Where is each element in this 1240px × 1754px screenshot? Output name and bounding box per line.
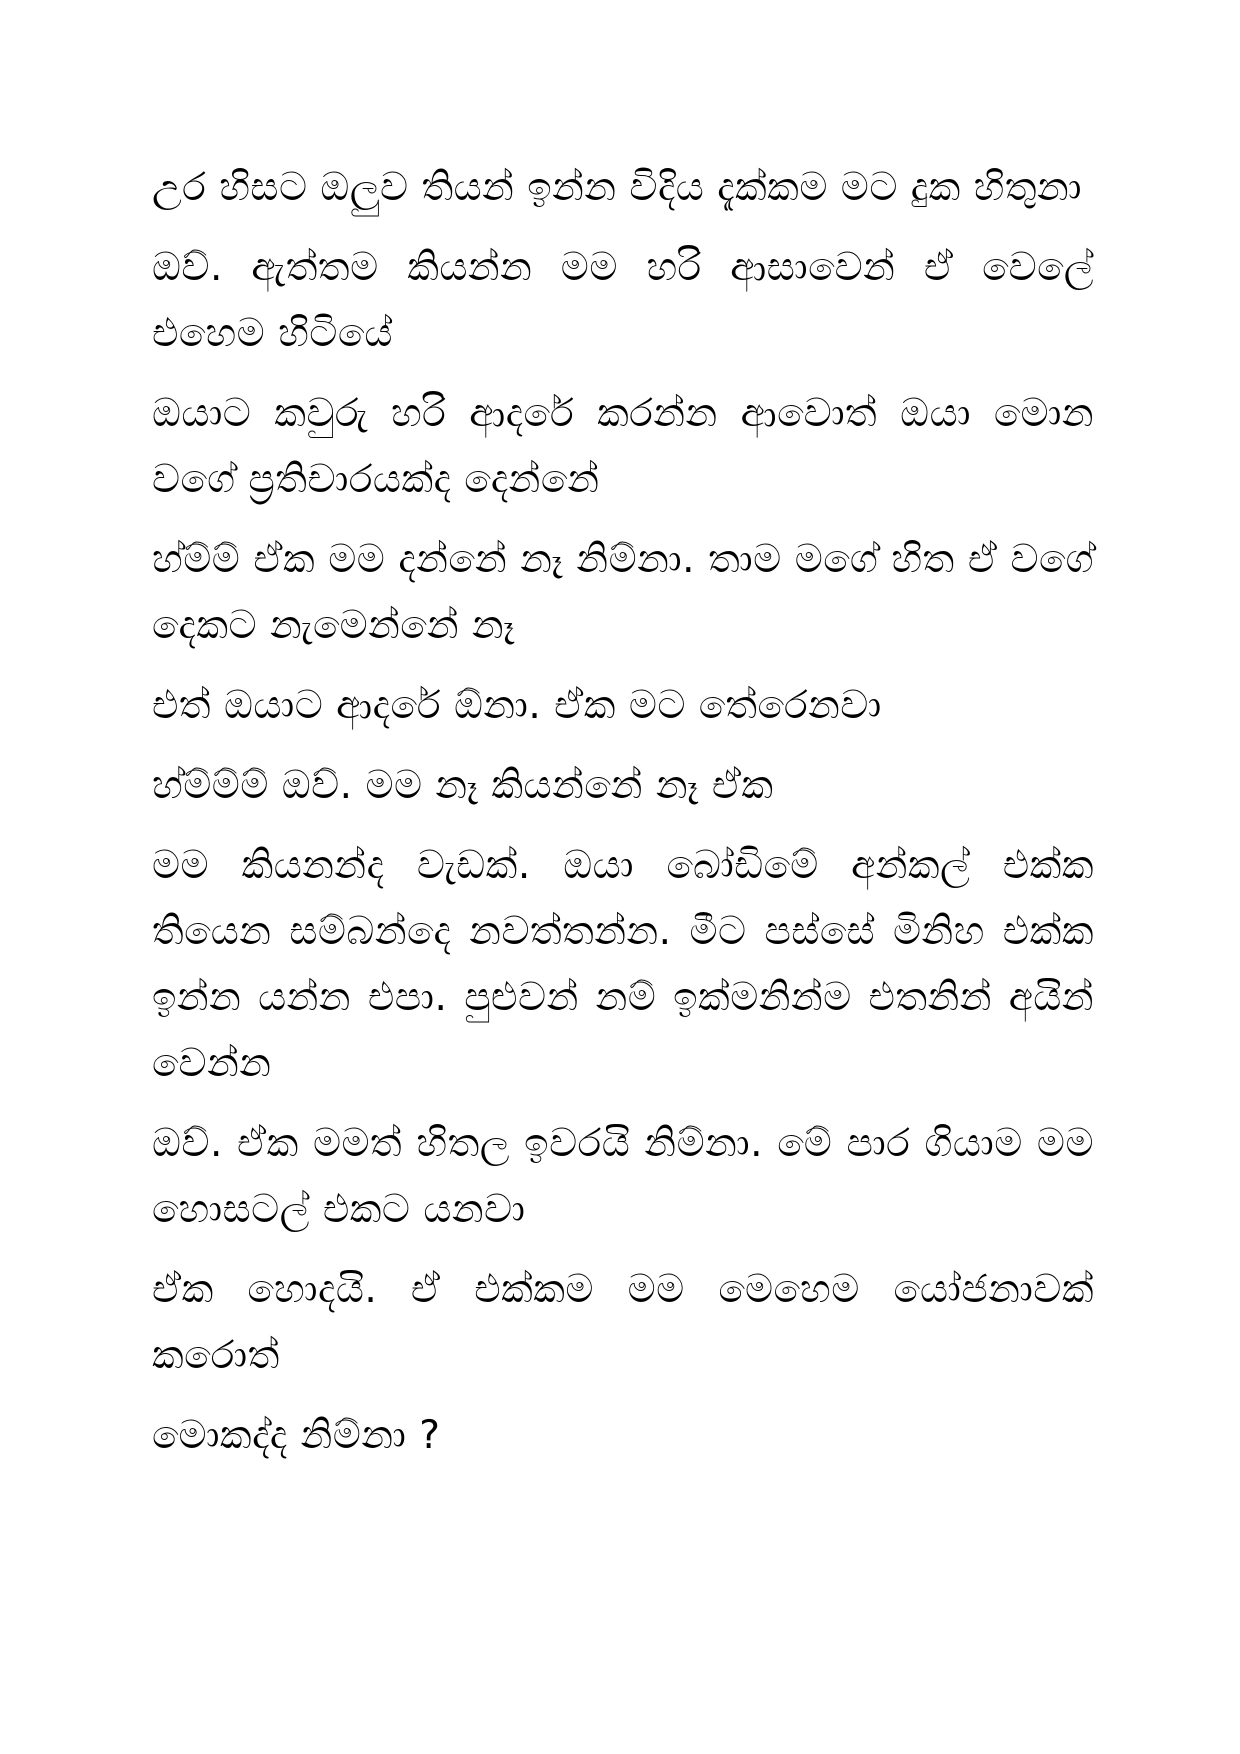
paragraph-5: එත් ඔයාට ආදරේ ඕනා. ඒක මට තේරෙනවා	[152, 683, 882, 728]
paragraph-7: මම කියනන්ද වැඩක්. ඔයා බෝඩිමේ අන්කල් එක්ක තියෙන සම්බන්දෙ නවත්තන්න. මීට පස්සේ මිනිහ එක්ක ඉන්න යන්න එපා. පුළුවන් නම් ඉක්මනින්ම එතනින් අයින් වෙන්න	[152, 843, 1094, 1086]
paragraph-8: ඔව්. ඒක මමත් හිතල ඉවරයි නිම්නා. මේ පාර ගියාම මම හොසටල් එකට යනවා	[152, 1121, 1094, 1232]
paragraph-3: ඔයාට කවුරු හරි ආදරේ කරන්න ආවොත් ඔයා මොන වගේ ප්‍රතිචාරයක්ද දෙන්නේ	[152, 391, 1094, 502]
dialogue-text	[152, 155, 1094, 1483]
paragraph-9: ඒක හොදයි. ඒ එක්කම මම මෙහෙම යෝජනාවක් කරොත්	[152, 1267, 1094, 1378]
paragraph-1: උර හිසට ඔලුව තියන් ඉන්න විදිය දැක්කම මට දුක හිතුනා	[152, 165, 1083, 210]
paragraph-2: ඔව්. ඇත්තම කියන්න මම හරි ආසාවෙන් ඒ වෙලේ එහෙම හිටියේ	[152, 245, 1094, 356]
paragraph-10: මොකද්ද නිම්නා ?	[152, 1413, 441, 1458]
paragraph-6: හ්ම්ම්ම් ඔව්. මම නෑ කියන්නේ නෑ ඒක	[152, 763, 774, 808]
paragraph-4: හ්ම්ම් ඒක මම දන්නේ නෑ නිම්නා. තාම මගේ හිත ඒ වගේ දෙකට නැමෙන්නේ නෑ	[152, 537, 1094, 648]
